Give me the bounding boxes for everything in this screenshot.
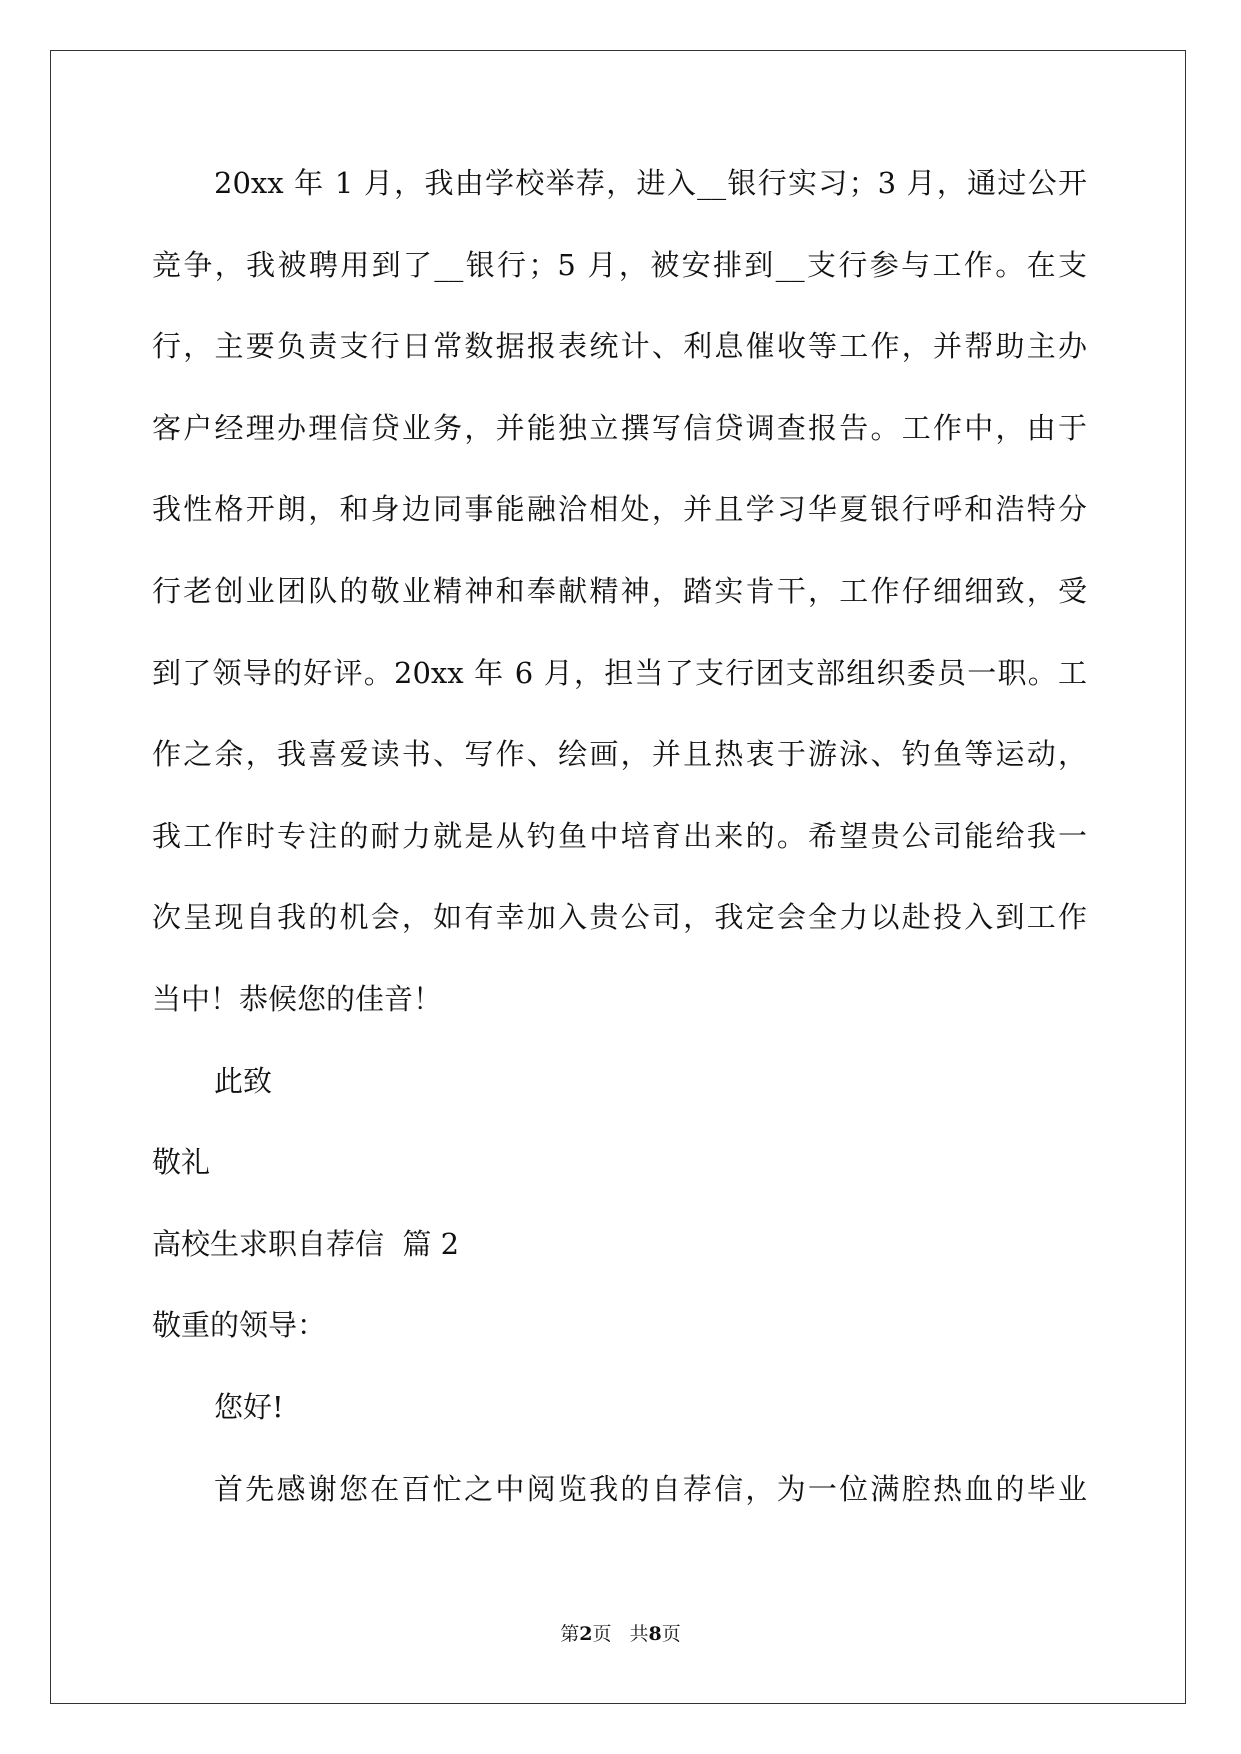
paragraph-line: 当中！恭候您的佳音！ <box>152 981 443 1016</box>
paragraph-line: 客户经理办理信贷业务，并能独立撰写信贷调查报告。工作中，由于 <box>152 410 1087 445</box>
section-title: 高校生求职自荐信 篇 2 <box>152 1226 460 1261</box>
total-pages-number: 8 <box>648 1623 662 1645</box>
paragraph-line: 次呈现自我的机会，如有幸加入贵公司，我定会全力以赴投入到工作 <box>152 900 1087 935</box>
paragraph-line: 竞争，我被聘用到了__银行；5 月，被安排到__支行参与工作。在支 <box>152 247 1087 282</box>
salute-text: 敬礼 <box>152 1145 211 1180</box>
paragraph-line: 行老创业团队的敬业精神和奉献精神，踏实肯干，工作仔细细致，受 <box>152 573 1087 608</box>
closing-text: 此致 <box>214 1063 273 1098</box>
footer-page-suffix: 页 <box>592 1623 612 1645</box>
letter-body <box>152 163 1087 1550</box>
greeting-text: 敬重的领导： <box>152 1308 327 1343</box>
paragraph-line: 我性格开朗，和身边同事能融洽相处，并且学习华夏银行呼和浩特分 <box>152 492 1087 527</box>
current-page-number: 2 <box>579 1623 593 1645</box>
hello-text: 您好! <box>214 1389 284 1424</box>
paragraph-line: 首先感谢您在百忙之中阅览我的自荐信，为一位满腔热血的毕业 <box>214 1471 1087 1506</box>
footer-total-prefix: 共 <box>629 1623 649 1645</box>
page-footer <box>0 1619 1241 1646</box>
paragraph-line: 到了领导的好评。20xx 年 6 月，担当了支行团支部组织委员一职。工 <box>152 655 1087 690</box>
paragraph-line: 20xx 年 1 月，我由学校举荐，进入__银行实习；3 月，通过公开 <box>214 166 1087 200</box>
paragraph-line: 我工作时专注的耐力就是从钓鱼中培育出来的。希望贵公司能给我一 <box>152 818 1087 853</box>
footer-total-suffix: 页 <box>661 1623 681 1645</box>
footer-prefix: 第 <box>560 1623 580 1645</box>
paragraph-line: 作之余，我喜爱读书、写作、绘画，并且热衷于游泳、钓鱼等运动， <box>152 737 1087 772</box>
paragraph-line: 行，主要负责支行日常数据报表统计、利息催收等工作，并帮助主办 <box>152 329 1087 364</box>
